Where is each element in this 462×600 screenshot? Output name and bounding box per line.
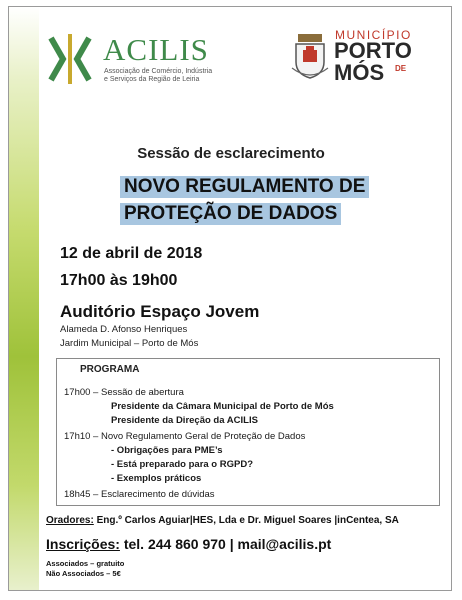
inscricoes-label: Inscrições: xyxy=(46,536,120,552)
venue-address: Alameda D. Afonso Henriques xyxy=(60,324,188,335)
event-time: 17h00 às 19h00 xyxy=(60,272,178,289)
municipio-name xyxy=(334,40,412,84)
oradores-text: Eng.º Carlos Aguiar|HES, Lda e Dr. Miguel Soares |inCentea, SA xyxy=(93,515,399,526)
price-associados: Associados – gratuito xyxy=(46,559,125,568)
price-nao-associados: Não Associados – 5€ xyxy=(46,569,121,578)
main-title-line: PROTEÇÃO DE DADOS xyxy=(120,203,341,225)
municipio-de: DE xyxy=(395,64,407,73)
acilis-logo xyxy=(48,30,248,88)
green-sidebar-band xyxy=(9,7,39,590)
municipio-name-line: MÓS xyxy=(334,60,385,85)
inscricoes-line xyxy=(46,536,331,552)
programa-item-detail: Presidente da Câmara Municipal de Porto de Mós xyxy=(111,401,334,412)
programa-item-detail: - Exemplos práticos xyxy=(111,473,202,484)
programa-item-time: 18h45 – Esclarecimento de dúvidas xyxy=(64,489,215,500)
acilis-tagline-line: e Serviços da Região de Leiria xyxy=(104,76,200,83)
acilis-mark-icon xyxy=(48,30,92,88)
municipio-label: MUNICÍPIO xyxy=(335,28,412,42)
inscricoes-text: tel. 244 860 970 | mail@acilis.pt xyxy=(119,536,332,552)
programa-item-time: 17h10 – Novo Regulamento Geral de Proteção de Dados xyxy=(64,431,306,442)
oradores-line xyxy=(46,515,399,526)
main-title-line: NOVO REGULAMENTO DE xyxy=(120,176,369,198)
oradores-label: Oradores: xyxy=(46,515,94,526)
programa-item-detail: Presidente da Direção da ACILIS xyxy=(111,415,258,426)
acilis-tagline xyxy=(104,68,234,84)
programa-title: PROGRAMA xyxy=(80,364,140,375)
municipio-name-line: PORTO xyxy=(334,38,412,63)
municipal-seal-icon xyxy=(290,32,330,80)
acilis-tagline-line: Associação de Comércio, Indústria xyxy=(104,68,213,75)
programa-item-time: 17h00 – Sessão de abertura xyxy=(64,387,184,398)
programa-item-detail: - Obrigações para PME’s xyxy=(111,445,223,456)
programa-item-detail: - Está preparado para o RGPD? xyxy=(111,459,254,470)
event-venue: Auditório Espaço Jovem xyxy=(60,302,260,321)
venue-address: Jardim Municipal – Porto de Mós xyxy=(60,338,199,349)
session-subtitle: Sessão de esclarecimento xyxy=(137,145,325,162)
event-date: 12 de abril de 2018 xyxy=(60,245,203,262)
porto-de-mos-logo xyxy=(290,28,450,88)
acilis-name: ACILIS xyxy=(103,32,209,67)
